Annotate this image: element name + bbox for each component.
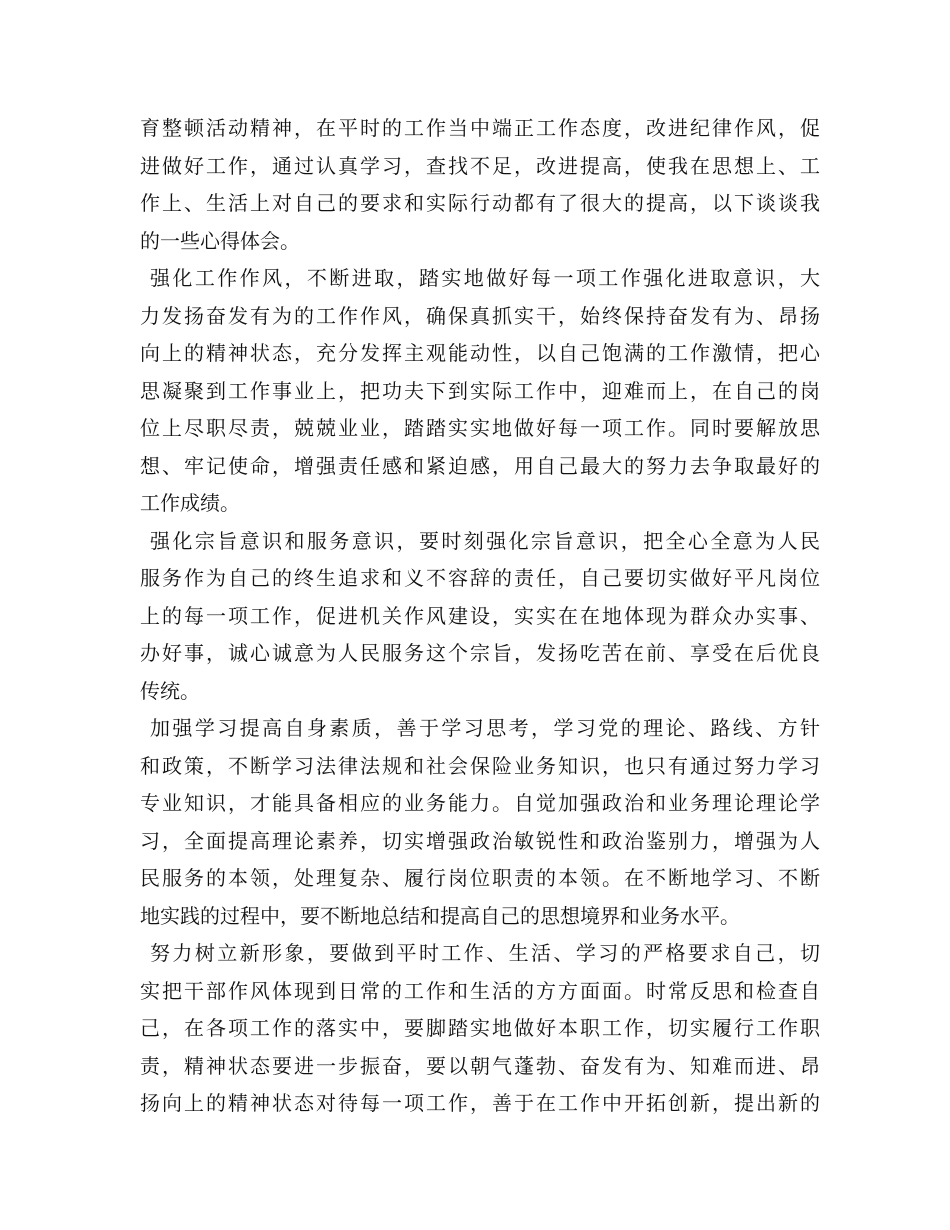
text-line: 向上的精神状态，充分发挥主观能动性，以自己饱满的工作激情，把心: [140, 341, 820, 365]
paragraph: [140, 710, 820, 935]
text-line: 习，全面提高理论素养，切实增强政治敏锐性和政治鉴别力，增强为人: [140, 828, 820, 853]
text-line: 专业知识，才能具备相应的业务能力。自觉加强政治和业务理论理论学: [140, 791, 820, 815]
text-line: 进做好工作，通过认真学习，查找不足，改进提高，使我在思想上、工: [140, 153, 820, 178]
text-line: 责，精神状态要进一步振奋，要以朝气蓬勃、奋发有为、知难而进、昂: [140, 1053, 820, 1078]
document-body: [140, 110, 820, 1123]
text-line: 传统。: [140, 678, 200, 703]
text-line: 思凝聚到工作事业上，把功夫下到实际工作中，迎难而上，在自己的岗: [140, 378, 820, 403]
text-line: 强化工作作风，不断进取，踏实地做好每一项工作强化进取意识，大: [150, 266, 820, 290]
text-line: 的一些心得体会。: [140, 228, 300, 253]
paragraph: [140, 110, 820, 260]
text-line: 民服务的本领，处理复杂、履行岗位职责的本领。在不断地学习、不断: [140, 866, 820, 890]
text-line: 强化宗旨意识和服务意识，要时刻强化宗旨意识，把全心全意为人民: [150, 528, 820, 553]
text-line: 育整顿活动精神，在平时的工作当中端正工作态度，改进纪律作风，促: [140, 116, 820, 140]
text-line: 上的每一项工作，促进机关作风建设，实实在在地体现为群众办实事、: [140, 603, 820, 628]
text-line: 己，在各项工作的落实中，要脚踏实地做好本职工作，切实履行工作职: [140, 1016, 820, 1040]
text-line: 地实践的过程中，要不断地总结和提高自己的思想境界和业务水平。: [140, 903, 740, 928]
paragraph: [140, 523, 820, 711]
text-line: 服务作为自己的终生追求和义不容辞的责任，自己要切实做好平凡岗位: [140, 566, 820, 590]
text-line: 扬向上的精神状态对待每一项工作，善于在工作中开拓创新，提出新的: [140, 1091, 820, 1115]
text-line: 工作成绩。: [140, 491, 240, 515]
text-line: 努力树立新形象，要做到平时工作、生活、学习的严格要求自己，切: [150, 941, 820, 965]
text-line: 位上尽职尽责，兢兢业业，踏踏实实地做好每一项工作。同时要解放思: [140, 416, 820, 440]
paragraph: [140, 260, 820, 523]
text-line: 和政策，不断学习法律法规和社会保险业务知识，也只有通过努力学习: [140, 753, 820, 778]
text-line: 办好事，诚心诚意为人民服务这个宗旨，发扬吃苦在前、享受在后优良: [140, 641, 820, 665]
text-line: 实把干部作风体现到日常的工作和生活的方方面面。时常反思和检查自: [140, 978, 820, 1003]
paragraph: [140, 935, 820, 1123]
text-line: 想、牢记使命，增强责任感和紧迫感，用自己最大的努力去争取最好的: [140, 453, 820, 478]
text-line: 加强学习提高自身素质，善于学习思考，学习党的理论、路线、方针: [150, 716, 820, 740]
text-line: 力发扬奋发有为的工作作风，确保真抓实干，始终保持奋发有为、昂扬: [140, 303, 820, 328]
text-line: 作上、生活上对自己的要求和实际行动都有了很大的提高，以下谈谈我: [140, 191, 820, 215]
